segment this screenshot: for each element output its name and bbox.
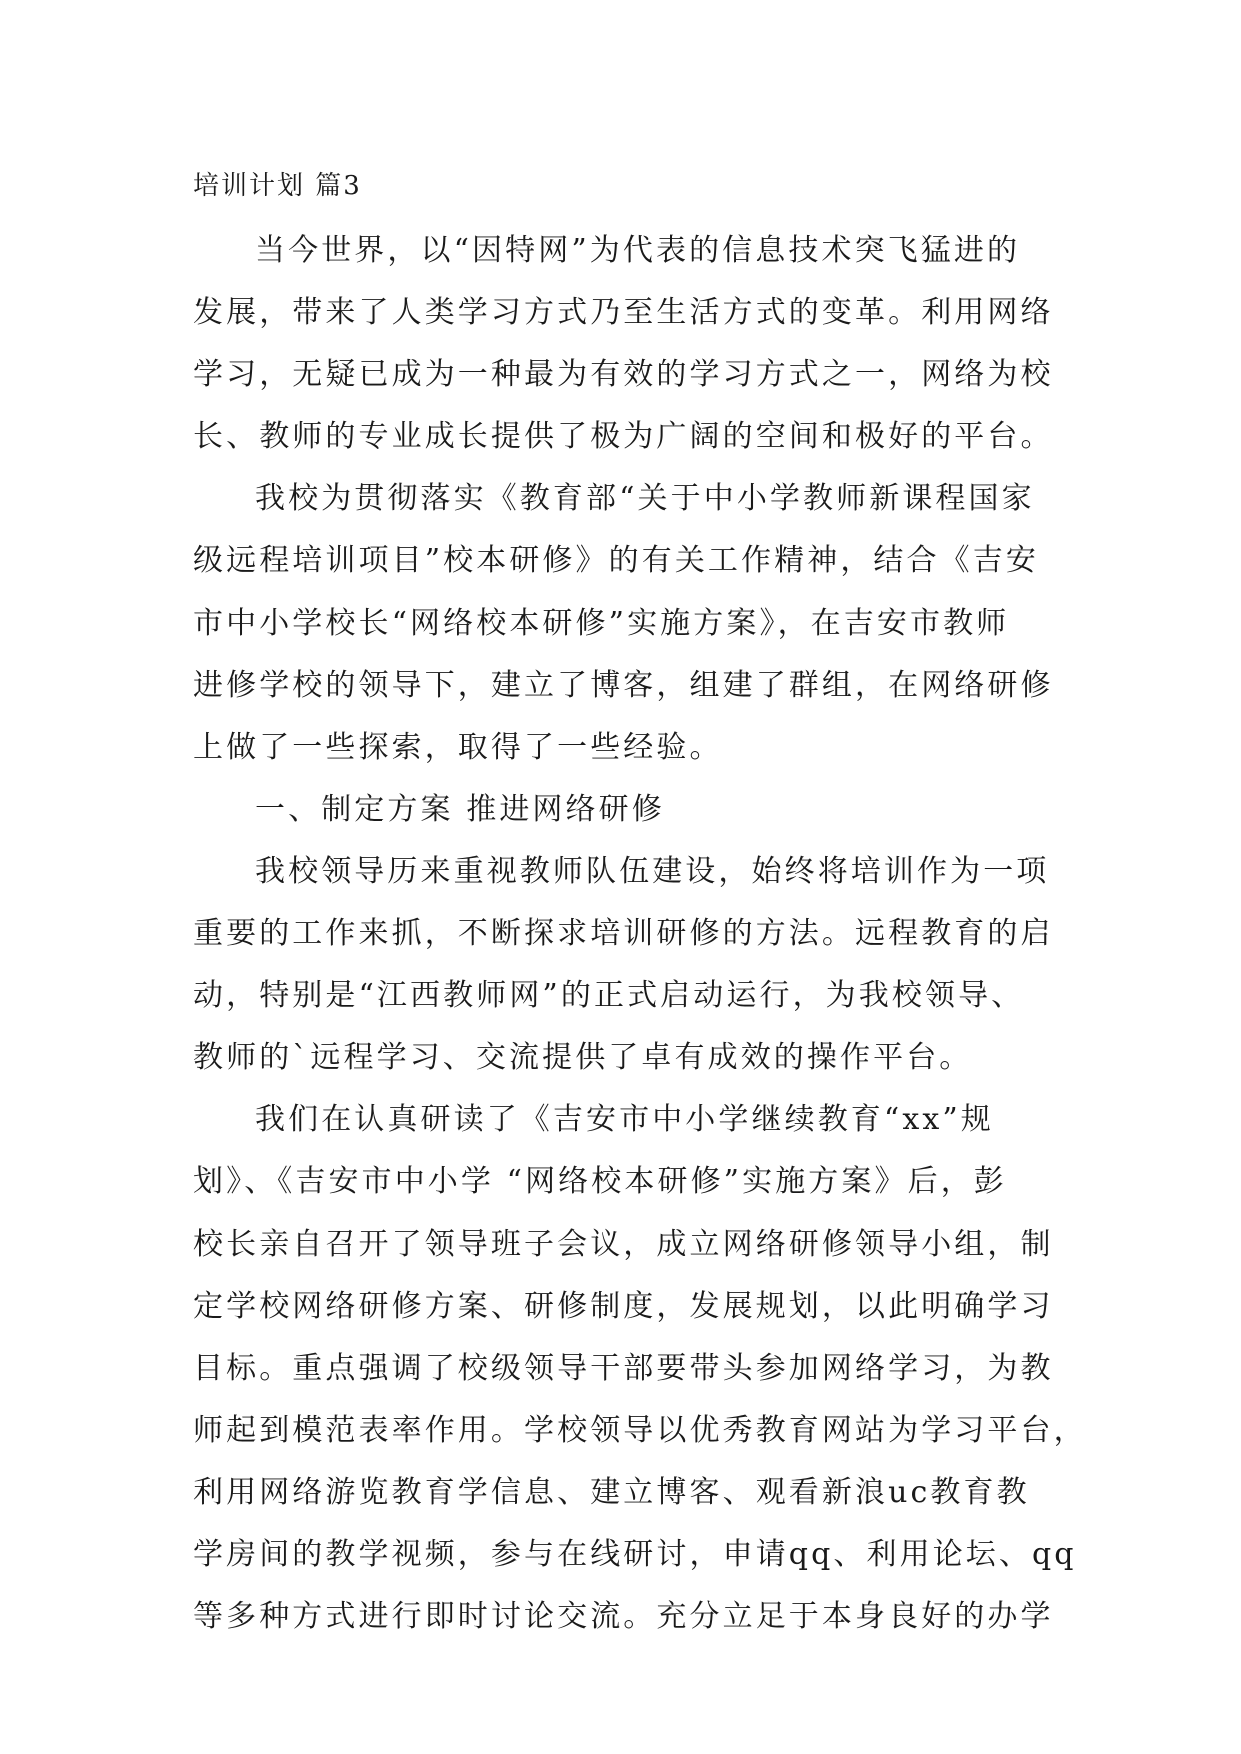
text-line: 发展，带来了人类学习方式乃至生活方式的变革。利用网络: [193, 295, 1054, 331]
paragraph-school-implementation: [193, 468, 1063, 778]
paragraph-study-plan: [193, 1089, 1087, 1648]
text-line: 长、教师的专业成长提供了极为广阔的空间和极好的平台。: [193, 419, 1054, 455]
text-line: 我校领导历来重视教师队伍建设，始终将培训作为一项: [255, 853, 1050, 889]
text-line: 上做了一些探索，取得了一些经验。: [193, 729, 723, 765]
section-heading: [193, 779, 1063, 841]
text-line: 市中小学校长“网络校本研修”实施方案》，在吉安市教师: [193, 605, 1010, 641]
text-line: 划》、《吉安市中小学 “网络校本研修”实施方案》后，彭: [193, 1164, 1007, 1200]
text-line: 定学校网络研修方案、研修制度，发展规划，以此明确学习: [193, 1288, 1054, 1324]
section-title: 一、制定方案 推进网络研修: [255, 791, 665, 827]
text-line: 动，特别是“江西教师网”的正式启动运行，为我校领导、: [193, 978, 1025, 1014]
document-body: [193, 220, 1087, 1648]
text-line: 师起到模范表率作用。学校领导以优秀教育网站为学习平台，: [193, 1412, 1087, 1448]
text-line: 级远程培训项目”校本研修》的有关工作精神，结合《吉安: [193, 543, 1039, 579]
text-line: 利用网络游览教育学信息、建立博客、观看新浪uc教育教: [193, 1474, 1030, 1510]
paragraph-leadership: [193, 841, 1063, 1089]
text-line: 目标。重点强调了校级领导干部要带头参加网络学习，为教: [193, 1350, 1054, 1386]
text-line: 我们在认真研读了《吉安市中小学继续教育“xx”规: [255, 1102, 994, 1138]
text-line: 重要的工作来抓，不断探求培训研修的方法。远程教育的启: [193, 916, 1054, 952]
text-line: 进修学校的领导下，建立了博客，组建了群组，在网络研修: [193, 667, 1054, 703]
document-heading: 培训计划 篇3: [193, 171, 362, 201]
paragraph-intro: [193, 220, 1063, 468]
text-line: 学习，无疑已成为一种最为有效的学习方式之一，网络为校: [193, 357, 1054, 393]
text-line: 校长亲自召开了领导班子会议，成立网络研修领导小组，制: [193, 1226, 1054, 1262]
text-line: 等多种方式进行即时讨论交流。充分立足于本身良好的办学: [193, 1599, 1054, 1635]
text-line: 教师的`远程学习、交流提供了卓有成效的操作平台。: [193, 1040, 973, 1076]
text-line: 当今世界，以“因特网”为代表的信息技术突飞猛进的: [255, 233, 1021, 268]
text-line: 我校为贯彻落实《教育部“关于中小学教师新课程国家: [255, 481, 1035, 517]
text-line: 学房间的教学视频，参与在线研讨，申请qq、利用论坛、qq: [193, 1536, 1077, 1572]
